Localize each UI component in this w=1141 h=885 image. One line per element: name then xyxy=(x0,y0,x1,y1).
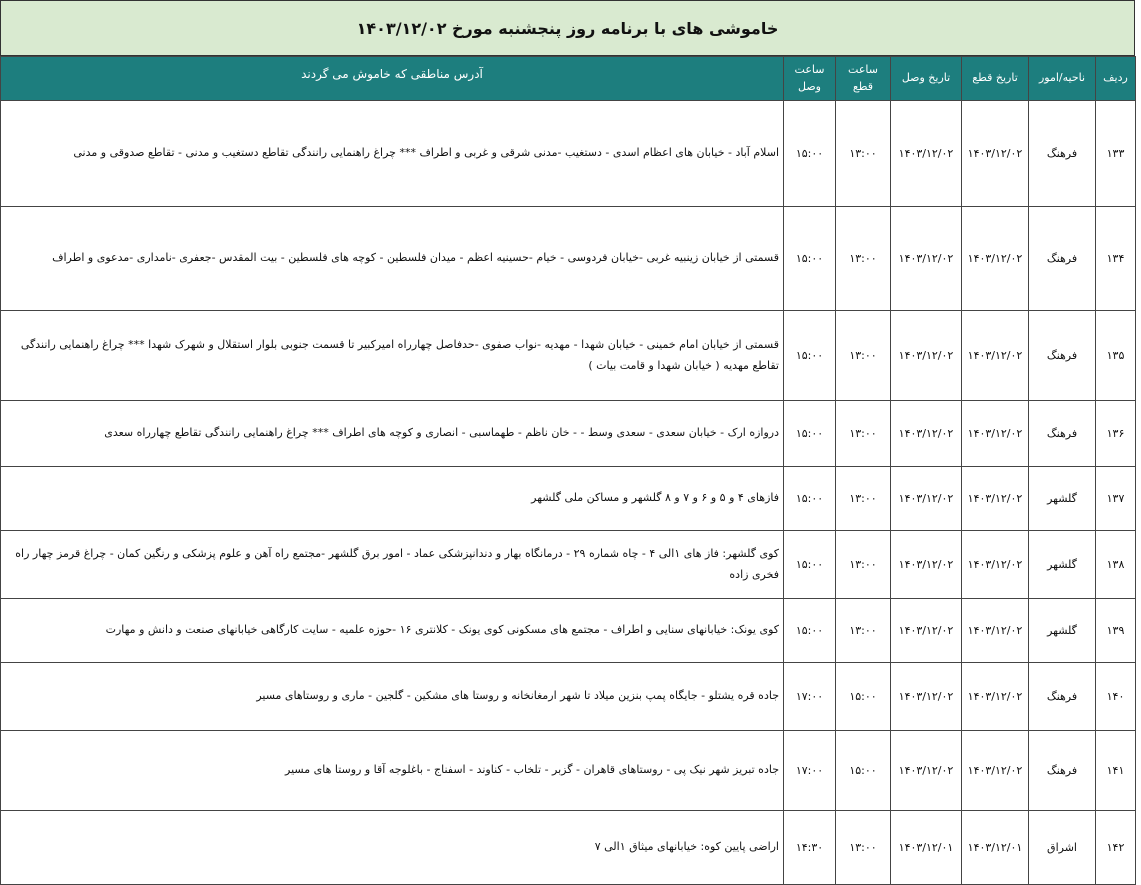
row-connect-date: ۱۴۰۳/۱۲/۰۲ xyxy=(891,207,962,311)
row-address: جاده قره یشتلو - جایگاه پمپ بنزین میلاد تا شهر ارمغانخانه و روستا های مشکین - گلجین - ماری و روستاهای مسیر xyxy=(1,663,784,731)
row-connect-date: ۱۴۰۳/۱۲/۰۲ xyxy=(891,731,962,811)
header-region: ناحیه/امور xyxy=(1029,57,1096,101)
table-row xyxy=(1,731,1136,811)
row-number: ۱۳۹ xyxy=(1096,599,1136,663)
row-connect-time: ۱۵:۰۰ xyxy=(784,599,836,663)
row-number: ۱۴۰ xyxy=(1096,663,1136,731)
row-cut-time: ۱۵:۰۰ xyxy=(836,731,891,811)
row-region: فرهنگ xyxy=(1029,207,1096,311)
row-cut-date: ۱۴۰۳/۱۲/۰۲ xyxy=(962,663,1029,731)
row-connect-time: ۱۴:۳۰ xyxy=(784,811,836,885)
row-connect-date: ۱۴۰۳/۱۲/۰۲ xyxy=(891,663,962,731)
row-cut-time: ۱۳:۰۰ xyxy=(836,311,891,401)
header-connect-time xyxy=(784,57,836,101)
row-region: فرهنگ xyxy=(1029,731,1096,811)
row-number: ۱۳۳ xyxy=(1096,101,1136,207)
row-cut-date: ۱۴۰۳/۱۲/۰۱ xyxy=(962,811,1029,885)
row-cut-time: ۱۵:۰۰ xyxy=(836,663,891,731)
row-cut-date: ۱۴۰۳/۱۲/۰۲ xyxy=(962,531,1029,599)
row-connect-date: ۱۴۰۳/۱۲/۰۲ xyxy=(891,311,962,401)
row-connect-date: ۱۴۰۳/۱۲/۰۲ xyxy=(891,401,962,467)
row-address: کوی یونک: خیابانهای سنایی و اطراف - مجتمع های مسکونی کوی یونک - کلانتری ۱۶ -حوزه علمیه - سایت کارگاهی خیابانهای صنعت و دانش و مهارت xyxy=(1,599,784,663)
row-number: ۱۳۷ xyxy=(1096,467,1136,531)
row-number: ۱۳۸ xyxy=(1096,531,1136,599)
row-cut-date: ۱۴۰۳/۱۲/۰۲ xyxy=(962,401,1029,467)
row-cut-time: ۱۳:۰۰ xyxy=(836,207,891,311)
row-connect-time: ۱۷:۰۰ xyxy=(784,731,836,811)
row-number: ۱۳۵ xyxy=(1096,311,1136,401)
row-address: قسمتی از خیابان زینبیه غربی -خیابان فردوسی - خیام -حسینیه اعظم - میدان فلسطین - کوچه های فلسطین - بیت المقدس -جعفری -نامداری -مدعوی و اطراف xyxy=(1,207,784,311)
row-region: فرهنگ xyxy=(1029,663,1096,731)
row-cut-date: ۱۴۰۳/۱۲/۰۲ xyxy=(962,599,1029,663)
row-cut-date: ۱۴۰۳/۱۲/۰۲ xyxy=(962,101,1029,207)
row-cut-time: ۱۳:۰۰ xyxy=(836,531,891,599)
row-address: اسلام آباد - خیابان های اعظام اسدی - دستغیب -مدنی شرقی و غربی و اطراف *** چراغ راهنمایی رانندگی تقاطع دستغیب و مدنی - تقاطع صدوقی و مدنی xyxy=(1,101,784,207)
row-connect-date: ۱۴۰۳/۱۲/۰۲ xyxy=(891,599,962,663)
table-row xyxy=(1,101,1136,207)
row-cut-time: ۱۳:۰۰ xyxy=(836,401,891,467)
row-cut-date: ۱۴۰۳/۱۲/۰۲ xyxy=(962,467,1029,531)
row-region: فرهنگ xyxy=(1029,401,1096,467)
row-cut-date: ۱۴۰۳/۱۲/۰۲ xyxy=(962,311,1029,401)
table-row xyxy=(1,467,1136,531)
sheet-title: خاموشی های با برنامه روز پنجشنبه مورخ ۱۴۰۳/۱۲/۰۲ xyxy=(0,0,1135,56)
row-connect-date: ۱۴۰۳/۱۲/۰۲ xyxy=(891,467,962,531)
row-number: ۱۴۱ xyxy=(1096,731,1136,811)
row-cut-time: ۱۳:۰۰ xyxy=(836,811,891,885)
row-address: کوی گلشهر: فاز های ۱الی ۴ - چاه شماره ۲۹ - درمانگاه بهار و دندانپزشکی عماد - امور برق گلشهر -مجتمع راه آهن و علوم پزشکی و رنگین کمان - چراغ قرمز چهار راه فخری زاده xyxy=(1,531,784,599)
row-region: فرهنگ xyxy=(1029,311,1096,401)
row-address: جاده تبریز شهر نیک پی - روستاهای قاهران - گزبر - تلخاب - کناوند - اسفناج - باغلوجه آقا و روستا های مسیر xyxy=(1,731,784,811)
header-cut-time-line1: ساعت xyxy=(848,63,878,76)
row-connect-date: ۱۴۰۳/۱۲/۰۲ xyxy=(891,531,962,599)
row-address: فازهای ۴ و ۵ و ۶ و ۷ و ۸ گلشهر و مساکن ملی گلشهر xyxy=(1,467,784,531)
row-number: ۱۳۴ xyxy=(1096,207,1136,311)
header-connect-time-line1: ساعت xyxy=(794,63,825,76)
row-cut-date: ۱۴۰۳/۱۲/۰۲ xyxy=(962,207,1029,311)
header-cut-time-line2: قطع xyxy=(852,79,874,93)
row-connect-time: ۱۵:۰۰ xyxy=(784,531,836,599)
table-row xyxy=(1,531,1136,599)
row-connect-time: ۱۵:۰۰ xyxy=(784,467,836,531)
row-address: دروازه ارک - خیابان سعدی - سعدی وسط - - خان ناظم - طهماسبی - انصاری و کوچه های اطراف *** چراغ راهنمایی رانندگی تقاطع چهارراه سعدی xyxy=(1,401,784,467)
row-cut-time: ۱۳:۰۰ xyxy=(836,101,891,207)
row-connect-date: ۱۴۰۳/۱۲/۰۱ xyxy=(891,811,962,885)
row-region: فرهنگ xyxy=(1029,101,1096,207)
row-address: قسمتی از خیابان امام خمینی - خیابان شهدا - مهدیه -نواب صفوی -حدفاصل چهارراه امیرکبیر تا قسمت جنوبی بلوار استقلال و شهرک شهدا *** چراغ راهنمایی رانندگی تقاطع مهدیه ( خیابان شهدا و قامت بیات ) xyxy=(1,311,784,401)
row-number: ۱۳۶ xyxy=(1096,401,1136,467)
row-region: گلشهر xyxy=(1029,467,1096,531)
row-address: اراضی پایین کوه: خیابانهای میثاق ۱الی ۷ xyxy=(1,811,784,885)
header-cut-time xyxy=(836,57,891,101)
row-connect-time: ۱۷:۰۰ xyxy=(784,663,836,731)
header-connect-time-line2: وصل xyxy=(798,79,821,93)
header-row-no: ردیف xyxy=(1096,57,1136,101)
table-row xyxy=(1,207,1136,311)
row-cut-time: ۱۳:۰۰ xyxy=(836,467,891,531)
header-address: آدرس مناطقی که خاموش می گردند xyxy=(1,57,784,101)
header-cut-date: تاریخ قطع xyxy=(962,57,1029,101)
row-cut-date: ۱۴۰۳/۱۲/۰۲ xyxy=(962,731,1029,811)
table-row xyxy=(1,663,1136,731)
table-header-row xyxy=(1,57,1136,101)
outage-table xyxy=(0,56,1136,885)
table-row xyxy=(1,401,1136,467)
row-region: گلشهر xyxy=(1029,531,1096,599)
row-connect-time: ۱۵:۰۰ xyxy=(784,207,836,311)
row-number: ۱۴۲ xyxy=(1096,811,1136,885)
row-connect-time: ۱۵:۰۰ xyxy=(784,311,836,401)
row-connect-time: ۱۵:۰۰ xyxy=(784,401,836,467)
table-row xyxy=(1,599,1136,663)
table-row xyxy=(1,811,1136,885)
row-connect-time: ۱۵:۰۰ xyxy=(784,101,836,207)
row-region: اشراق xyxy=(1029,811,1096,885)
row-region: گلشهر xyxy=(1029,599,1096,663)
header-connect-date: تاریخ وصل xyxy=(891,57,962,101)
row-connect-date: ۱۴۰۳/۱۲/۰۲ xyxy=(891,101,962,207)
table-row xyxy=(1,311,1136,401)
row-cut-time: ۱۳:۰۰ xyxy=(836,599,891,663)
